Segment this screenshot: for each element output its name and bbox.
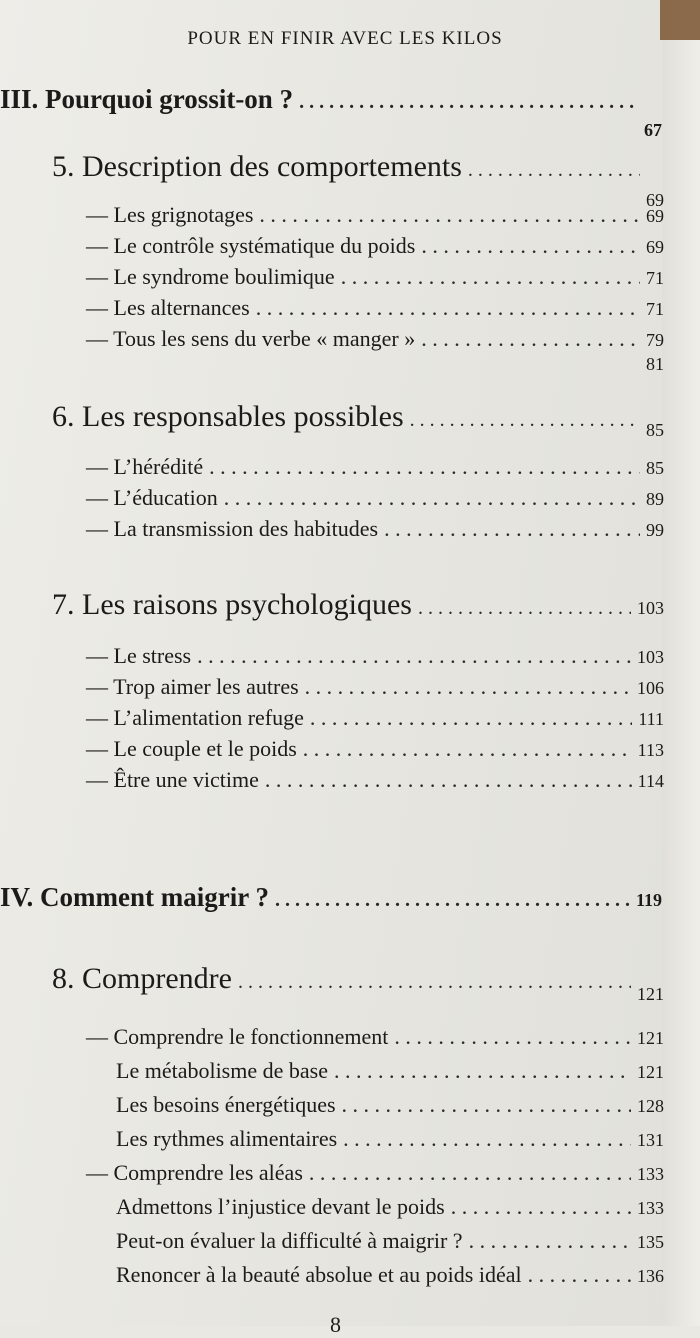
page-number: 121 <box>637 1028 664 1048</box>
dot-leader <box>451 1194 631 1220</box>
page-number: 85 <box>646 420 664 440</box>
dot-leader <box>342 1092 631 1118</box>
toc-entry <box>86 326 664 352</box>
entry-title: — Comprendre le fonctionnement <box>86 1024 389 1049</box>
dot-leader <box>334 1058 631 1084</box>
dot-leader <box>256 295 640 321</box>
dot-leader <box>418 597 631 620</box>
page-number: 114 <box>637 771 664 791</box>
chapter-title: 6. Les responsables possibles <box>52 400 404 433</box>
page-number: 85 <box>646 458 664 478</box>
page-number: 128 <box>637 1096 664 1116</box>
entry-title: — Les alternances <box>86 295 250 320</box>
toc-entry <box>86 264 664 290</box>
page-number: 69 <box>646 206 664 226</box>
toc-subentry <box>116 1058 664 1084</box>
dot-leader <box>265 767 632 793</box>
page-number: 131 <box>637 1130 664 1150</box>
toc-entry <box>86 643 664 669</box>
next-page-edge <box>662 40 700 1326</box>
toc-chapter-5 <box>52 150 664 210</box>
dot-leader <box>469 1228 631 1254</box>
dot-leader <box>259 202 640 228</box>
running-header: POUR EN FINIR AVEC LES KILOS <box>187 28 503 49</box>
page-number: 119 <box>635 890 662 910</box>
page-number: 136 <box>637 1266 664 1286</box>
chapter-title: 8. Comprendre <box>52 962 232 995</box>
toc-entry <box>86 485 664 511</box>
entry-title: — Le contrôle systématique du poids <box>86 233 416 258</box>
chapter-title: 7. Les raisons psychologiques <box>52 588 412 621</box>
toc-entry <box>86 767 664 793</box>
page-number: 69 <box>646 190 664 210</box>
entry-title: — L’éducation <box>86 485 218 510</box>
toc-entry <box>86 516 664 542</box>
dot-leader <box>421 233 640 259</box>
toc-entry <box>86 202 664 228</box>
entry-title: Peut-on évaluer la difficulté à maigrir ? <box>116 1228 463 1253</box>
entry-title: — La transmission des habitudes <box>86 516 379 541</box>
dot-leader <box>299 91 638 114</box>
entry-title: Les besoins énergétiques <box>116 1092 336 1117</box>
entry-title: Admettons l’injustice devant le poids <box>116 1194 445 1219</box>
dot-leader <box>341 264 640 290</box>
entry-title: Les rythmes alimentaires <box>116 1126 338 1151</box>
dot-leader <box>275 889 630 912</box>
dot-leader <box>394 1024 631 1050</box>
page-number: 79 <box>646 330 664 350</box>
page-number: 113 <box>637 740 664 760</box>
toc-subentry <box>116 1126 664 1152</box>
toc-chapter-8 <box>52 962 664 1004</box>
dot-leader <box>305 674 631 700</box>
part-title: IV. Comment maigrir ? <box>0 882 269 912</box>
entry-title: — Le couple et le poids <box>86 736 297 761</box>
dot-leader <box>309 1160 631 1186</box>
entry-title: — L’hérédité <box>86 454 204 479</box>
dot-leader <box>310 705 632 731</box>
toc-entry <box>86 736 664 762</box>
page-number: 99 <box>646 520 664 540</box>
dot-leader <box>303 736 632 762</box>
entry-title: — Comprendre les aléas <box>86 1160 303 1185</box>
toc-entry <box>86 1024 664 1050</box>
entry-title: Renoncer à la beauté absolue et au poids idéal <box>116 1262 522 1287</box>
toc-entry <box>86 1160 664 1186</box>
toc-subentry <box>116 1262 664 1288</box>
dot-leader <box>421 326 640 352</box>
toc-chapter-7 <box>52 588 664 622</box>
page-number: 133 <box>637 1164 664 1184</box>
toc-entry <box>86 674 664 700</box>
toc-chapter-6 <box>52 400 664 440</box>
dot-leader <box>209 454 640 480</box>
toc-entry <box>86 705 664 731</box>
dot-leader <box>468 159 640 182</box>
page-number: 103 <box>637 647 664 667</box>
entry-title: Le métabolisme de base <box>116 1058 328 1083</box>
page-number: 71 <box>646 268 664 288</box>
page-number: 71 <box>646 299 664 319</box>
entry-title: — Tous les sens du verbe « manger » <box>86 326 416 351</box>
dot-leader <box>197 643 631 669</box>
chapter-title: 5. Description des comportements <box>52 150 462 183</box>
page-number: 135 <box>637 1232 664 1252</box>
dot-leader <box>224 485 640 511</box>
page-number: 121 <box>637 1062 664 1082</box>
page-number: 103 <box>637 598 664 618</box>
dot-leader <box>343 1126 631 1152</box>
part-title: III. Pourquoi grossit-on ? <box>0 84 294 114</box>
entry-title: — Le stress <box>86 643 192 668</box>
page-number: 133 <box>637 1198 664 1218</box>
toc-entry <box>86 350 664 376</box>
toc-entry <box>86 233 664 259</box>
entry-title: — Le syndrome boulimique <box>86 264 335 289</box>
page-number: 69 <box>646 237 664 257</box>
toc-part-iii <box>0 84 662 140</box>
toc-entry <box>86 454 664 480</box>
dot-leader <box>238 971 631 994</box>
toc-subentry <box>116 1092 664 1118</box>
entry-title: — Trop aimer les autres <box>86 674 299 699</box>
toc-entry <box>86 295 664 321</box>
toc-part-iv <box>0 882 662 913</box>
dot-leader <box>410 409 640 432</box>
page-folio: 8 <box>330 1312 341 1337</box>
page-number: 106 <box>637 678 664 698</box>
dot-leader <box>384 516 640 542</box>
entry-title: — Être une victime <box>86 767 259 792</box>
page-number: 67 <box>644 120 662 140</box>
toc-subentry <box>116 1228 664 1254</box>
page-number: 81 <box>646 354 664 374</box>
page-number: 89 <box>646 489 664 509</box>
page-number: 121 <box>637 984 664 1004</box>
entry-title: — L’alimentation refuge <box>86 705 304 730</box>
dot-leader <box>528 1262 631 1288</box>
page-number: 111 <box>638 709 664 729</box>
toc-subentry <box>116 1194 664 1220</box>
entry-title: — Les grignotages <box>86 202 254 227</box>
